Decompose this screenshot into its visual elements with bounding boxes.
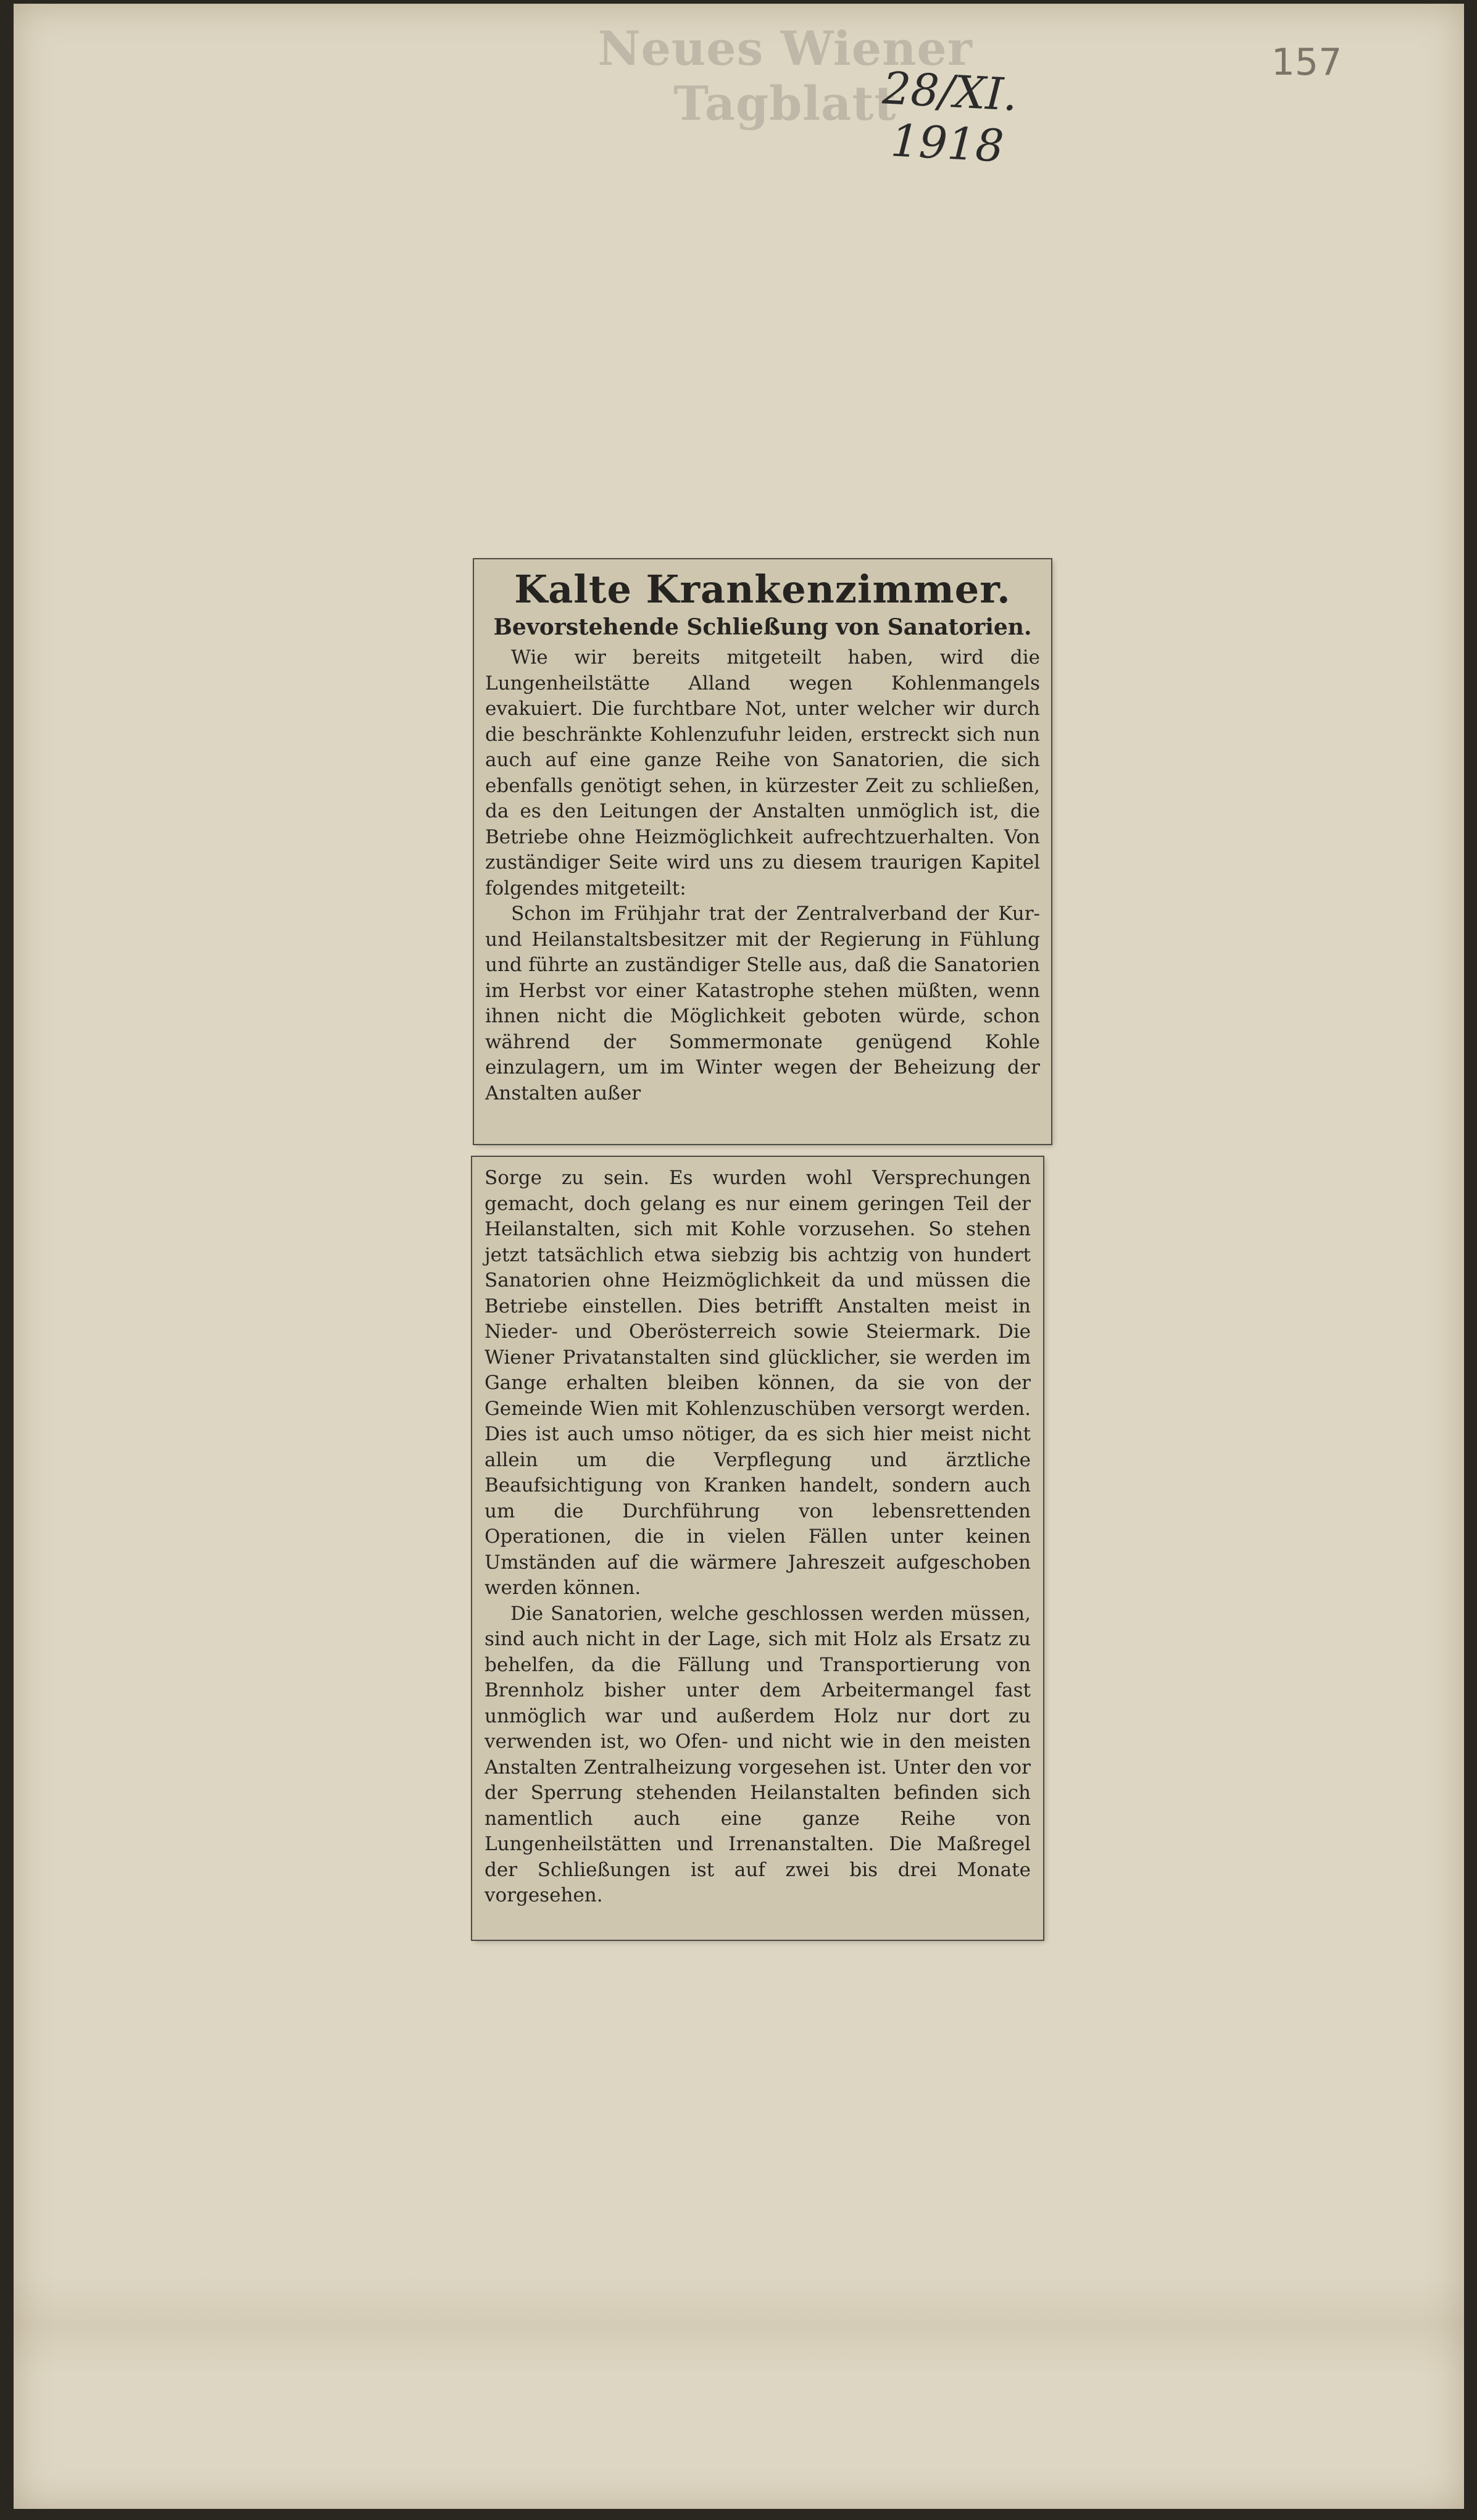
article-headline: Kalte Krankenzimmer. — [514, 567, 1011, 612]
article-paragraph: Sorge zu sein. Es wurden wohl Versprechungen gemacht, doch gelang es nur einem geringen Teil der Heilanstalten, sich mit Kohle vorzusehen. So stehen jetzt tatsächlich etwa siebzig bis achtzig von hundert Sanatorien ohne Heizmöglichkeit da und müssen die Betriebe einstellen. Dies betrifft Anstalten meist in Nieder- und Oberösterreich sowie Steiermark. Die Wiener Privatanstalten sind glücklicher, sie werden im Gange erhalten bleiben können, da sie von der Gemeinde Wien mit Kohlenzuschüben versorgt werden. Dies ist auch umso nötiger, da es sich hier meist nicht allein um die Verpflegung und ärztliche Beaufsichtigung von Kranken handelt, sondern auch um die Durchführung von lebensrettenden Operationen, die in vielen Fällen unter keinen Umständen auf die wärmere Jahreszeit aufgeschoben werden können. — [485, 1167, 1031, 1599]
article-subheadline: Bevorstehende Schließung von Sanatorien. — [493, 614, 1032, 640]
handwritten-date: 28/XI. 1918 — [881, 62, 1019, 172]
article-paragraph: Wie wir bereits mitgeteilt haben, wird die Lungenheilstätte Alland wegen Kohlenmangels evakuiert. Die furchtbare Not, unter welcher wir durch die beschränkte Kohlenzufuhr leiden, erstreckt sich nun auch auf eine ganze Reihe von Sanatorien, die sich ebenfalls genötigt sehen, in kürzester Zeit zu schließen, da es den Leitungen der Anstalten unmöglich ist, die Betriebe ohne Heizmöglichkeit aufrechtzuerhalten. Von zuständiger Seite wird uns zu diesem traurigen Kapitel folgendes mitgeteilt: — [485, 646, 1040, 899]
newspaper-clipping-part-2 — [472, 1157, 1043, 1940]
folio-number: 157 — [1271, 41, 1342, 84]
article-paragraph: Schon im Frühjahr trat der Zentralverband der Kur- und Heilanstaltsbesitzer mit der Regierung in Fühlung und führte an zuständiger Stelle aus, daß die Sanatorien im Herbst vor einer Katastrophe stehen müßten, wenn ihnen nicht die Möglichkeit geboten würde, schon während der Sommermonate genügend Kohle einzulagern, um im Winter wegen der Beheizung der Anstalten außer — [485, 903, 1040, 1104]
article-paragraph: Die Sanatorien, welche geschlossen werden müssen, sind auch nicht in der Lage, sich mit Holz als Ersatz zu behelfen, da die Fällung und Transportierung von Brennholz bisher unter dem Arbeitermangel fast unmöglich war und außerdem Holz nur dort zu verwenden ist, wo Ofen- und nicht wie in den meisten Anstalten Zentralheizung vorgesehen ist. Unter den vor der Sperrung stehenden Heilanstalten befinden sich namentlich auch eine ganze Reihe von Lungenheilstätten und Irrenanstalten. Die Maßregel der Schließungen ist auf zwei bis drei Monate vorgesehen. — [485, 1602, 1031, 1906]
newspaper-name-stamp: Neues Wiener Tagblatt — [597, 21, 973, 131]
newspaper-clipping-part-1 — [474, 559, 1051, 1144]
